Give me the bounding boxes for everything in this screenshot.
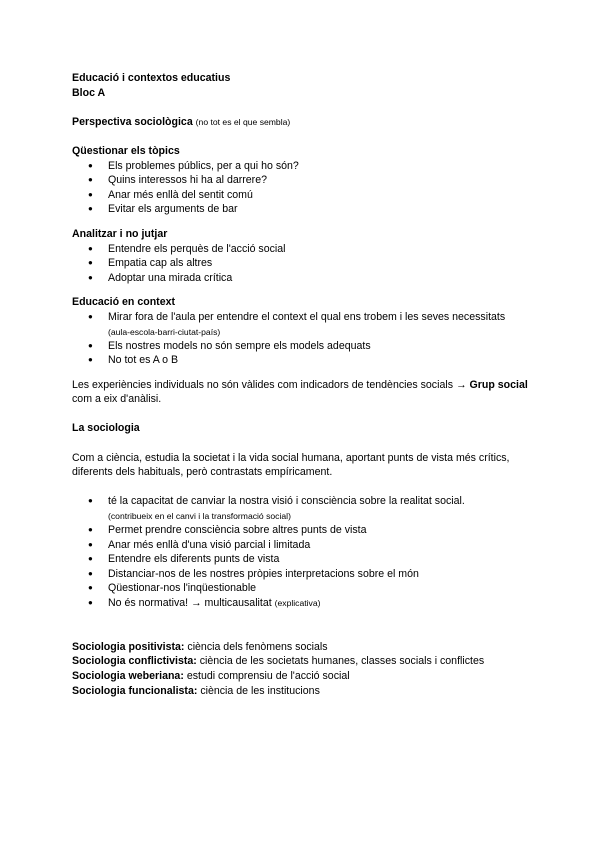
list-item [72, 310, 542, 339]
list-item: ● Empatia cap als altres [72, 256, 542, 271]
list-item: ● Distanciar-nos de les nostres pròpies interpretacions sobre el món [72, 567, 542, 582]
document-title: Educació i contextos educatius [72, 72, 231, 84]
experiences-tail: com a eix d'anàlisi. [72, 393, 162, 406]
perspective-heading: Perspectiva sociològica [72, 115, 193, 128]
sociology-heading: La sociologia [72, 422, 140, 435]
perspective-line [72, 115, 542, 130]
list-item-note: (explicativa) [274, 598, 321, 608]
type-desc: ciència de les societats humanes, classes socials i conflictes [199, 655, 485, 668]
list-item-note: (contribueix en el canvi i la transformació social) [108, 511, 291, 522]
arrow-icon: → [455, 378, 467, 391]
list-item: ● Evitar els arguments de bar [72, 202, 542, 217]
document-subtitle: Bloc A [72, 86, 106, 99]
list-item: ● Els problemes públics, per a qui ho són? [72, 159, 542, 174]
section-heading-context: Educació en context [72, 296, 176, 309]
type-line [72, 654, 542, 669]
list-item: ● Qüestionar-nos l'inqüestionable [72, 581, 542, 596]
document-page [72, 71, 542, 698]
type-term: Sociologia positivista: [72, 640, 185, 653]
type-desc: ciència de les institucions [200, 684, 320, 697]
section-heading-topics: Qüestionar els tòpics [72, 144, 180, 157]
experiences-bold: Grup social [469, 378, 528, 391]
type-line [72, 684, 542, 699]
experiences-text: Les experiències individuals no són vàlides com indicadors de tendències socials [72, 378, 454, 391]
list-item: ● Entendre els diferents punts de vista [72, 552, 542, 567]
list-item: ● Els nostres models no són sempre els models adequats [72, 339, 542, 354]
type-line [72, 640, 542, 655]
section-heading-analyse: Analitzar i no jutjar [72, 227, 168, 240]
analyse-list [72, 242, 542, 286]
list-item: ● Quins interessos hi ha al darrere? [72, 173, 542, 188]
experiences-paragraph [72, 378, 542, 407]
list-item: ● Entendre els perquès de l'acció social [72, 242, 542, 257]
list-item: ● No tot es A o B [72, 353, 542, 368]
sociology-list [72, 494, 542, 610]
type-term: Sociologia weberiana: [72, 669, 184, 682]
topics-list [72, 159, 542, 217]
list-item-text: Mirar fora de l'aula per entendre el context el qual ens trobem i les seves necessitats [108, 310, 506, 323]
type-line [72, 669, 542, 684]
type-desc: ciència dels fenòmens socials [187, 640, 328, 653]
type-desc: estudi comprensiu de l'acció social [186, 669, 350, 682]
list-item: ● Adoptar una mirada crítica [72, 271, 542, 286]
type-term: Sociologia conflictivista: [72, 655, 197, 668]
list-item-text: No és normativa! → multicausalitat [108, 597, 272, 609]
type-term: Sociologia funcionalista: [72, 684, 198, 697]
list-item: ● Anar més enllà d'una visió parcial i limitada [72, 538, 542, 553]
list-item: ● Anar més enllà del sentit comú [72, 188, 542, 203]
sociology-paragraph: Com a ciència, estudia la societat i la vida social humana, aportant punts de vista més crítics, diferents dels habituals, però contrastats empíricament. [72, 451, 510, 479]
list-item [72, 494, 542, 523]
list-item [72, 596, 542, 611]
sociology-types [72, 640, 542, 698]
context-list [72, 310, 542, 368]
list-item-note: (aula-escola-barri-ciutat-país) [108, 326, 221, 337]
list-item-text: té la capacitat de canviar la nostra visió i consciència sobre la realitat social. [108, 495, 465, 508]
perspective-note: (no tot es el que sembla) [195, 116, 291, 127]
list-item: ● Permet prendre consciència sobre altres punts de vista [72, 523, 542, 538]
